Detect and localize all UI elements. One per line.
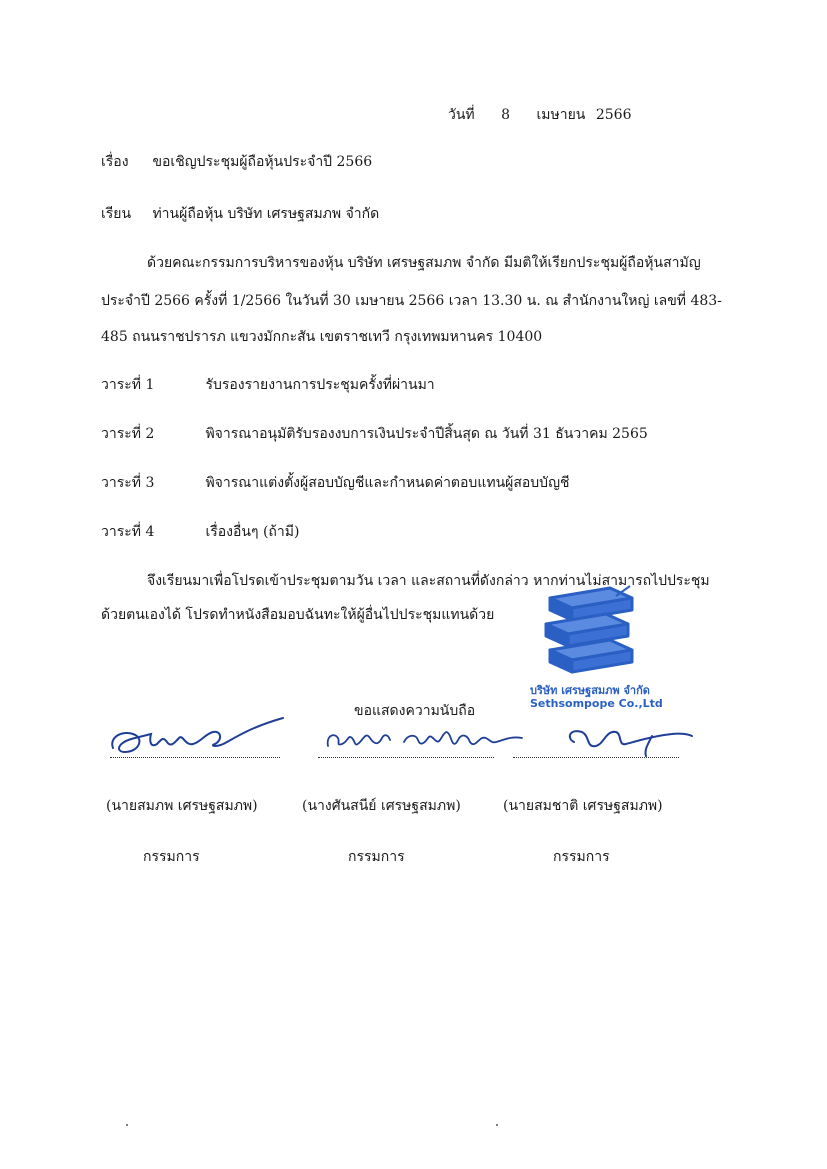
subject-row (101, 151, 372, 173)
stamp-thai-name: บริษัท เศรษฐสมภพ จำกัด (530, 684, 650, 697)
signature-3 (560, 716, 700, 760)
body-line-1: ด้วยคณะกรรมการบริหารของหุ้น บริษัท เศรษฐสมภพ จำกัด มีมติให้เรียกประชุมผู้ถือหุ้นสามัญ (147, 255, 701, 271)
date-day: 8 (501, 107, 511, 123)
agenda-item (101, 472, 570, 494)
agenda-item (101, 521, 299, 543)
recipient-text: ท่านผู้ถือหุ้น บริษัท เศรษฐสมภพ จำกัด (152, 206, 380, 222)
signature-line-1 (110, 757, 280, 758)
subject-text: ขอเชิญประชุมผู้ถือหุ้นประจำปี 2566 (152, 154, 373, 170)
signatory-name-1: (นายสมภพ เศรษฐสมภพ) (106, 798, 258, 814)
body-line-3: 485 ถนนราชปรารภ แขวงมักกะสัน เขตราชเทวี กรุงเทพมหานคร 10400 (101, 329, 543, 345)
date-year: 2566 (595, 107, 632, 123)
date-line (448, 104, 653, 126)
agenda-text: พิจารณาอนุมัติรับรองงบการเงินประจำปีสิ้นสุด ณ วันที่ 31 ธันวาคม 2565 (205, 426, 648, 442)
signature-line-2 (318, 757, 494, 758)
agenda-item (101, 374, 435, 396)
signature-line-3 (513, 757, 679, 758)
scan-speck (126, 1124, 128, 1126)
agenda-text: พิจารณาแต่งตั้งผู้สอบบัญชีและกำหนดค่าตอบแทนผู้สอบบัญชี (205, 475, 570, 491)
agenda-label: วาระที่ 4 (101, 524, 155, 540)
closing-line-2: ด้วยตนเองได้ โปรดทำหนังสือมอบฉันทะให้ผู้อื่นไปประชุมแทนด้วย (101, 607, 495, 623)
agenda-label: วาระที่ 1 (101, 377, 155, 393)
agenda-text: เรื่องอื่นๆ (ถ้ามี) (205, 524, 300, 540)
signatory-role-2: กรรมการ (348, 849, 405, 865)
recipient-label: เรียน (101, 206, 132, 222)
date-month: เมษายน (536, 107, 586, 123)
signatory-name-3: (นายสมชาติ เศรษฐสมภพ) (503, 798, 663, 814)
signatory-role-1: กรรมการ (143, 849, 200, 865)
stamp-english-name: Sethsompope Co.,Ltd (530, 697, 663, 710)
agenda-text: รับรองรายงานการประชุมครั้งที่ผ่านมา (205, 377, 435, 393)
recipient-row (101, 203, 379, 225)
scan-speck (496, 1124, 498, 1126)
agenda-label: วาระที่ 2 (101, 426, 155, 442)
signature-2 (318, 712, 548, 762)
subject-label: เรื่อง (101, 154, 129, 170)
respect-line: ขอแสดงความนับถือ (354, 703, 476, 719)
agenda-label: วาระที่ 3 (101, 475, 155, 491)
agenda-item (101, 423, 648, 445)
closing-line-1: จึงเรียนมาเพื่อโปรดเข้าประชุมตามวัน เวลา และสถานที่ดังกล่าว หากท่านไม่สามารถไปประชุม (147, 573, 710, 589)
signature-1 (105, 712, 290, 762)
body-line-2: ประจำปี 2566 ครั้งที่ 1/2566 ในวันที่ 30 เมษายน 2566 เวลา 13.30 น. ณ สำนักงานใหญ่ เลขที่ 483- (101, 293, 722, 309)
date-label: วันที่ (448, 107, 475, 123)
signatory-role-3: กรรมการ (553, 849, 610, 865)
signatory-name-2: (นางศันสนีย์ เศรษฐสมภพ) (302, 798, 461, 814)
